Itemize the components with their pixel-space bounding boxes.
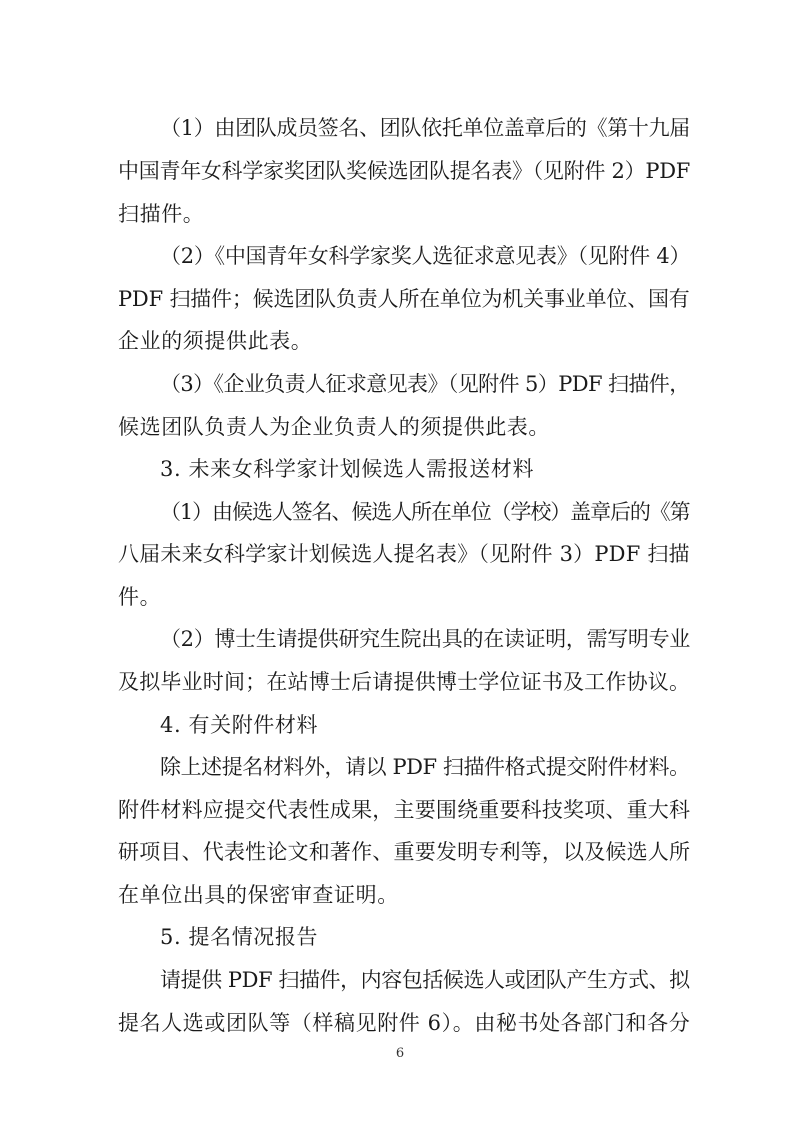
page-number: 6 [395,1046,405,1061]
text-line: （2）《中国青年女科学家奖人选征求意见表》（见附件 4） [160,244,691,268]
text-line: 候选团队负责人为企业负责人的须提供此表。 [118,415,550,439]
text-line: （2）博士生请提供研究生院出具的在读证明，需写明专业 [160,627,690,651]
text-line: （1）由团队成员签名、团队依托单位盖章后的《第十九届 [160,116,690,140]
text-line: 扫描件。 [118,202,205,226]
text-line: 中国青年女科学家奖团队奖候选团队提名表》（见附件 2）PDF [118,159,691,183]
text-line: 及拟毕业时间；在站博士后请提供博士学位证书及工作协议。 [118,670,691,694]
text-line: 在单位出具的保密审查证明。 [118,883,399,907]
text-line: 八届未来女科学家计划候选人提名表》（见附件 3）PDF 扫描 [118,542,690,566]
text-line: 企业的须提供此表。 [118,329,313,353]
text-line: PDF 扫描件；候选团队负责人所在单位为机关事业单位、国有 [118,287,690,311]
text-line: 件。 [118,585,162,609]
text-line: 请提供 PDF 扫描件，内容包括候选人或团队产生方式、拟 [160,968,690,992]
text-line: （3）《企业负责人征求意见表》（见附件 5）PDF 扫描件， [160,372,690,396]
section-heading: 4. 有关附件材料 [160,713,319,737]
text-line: 附件材料应提交代表性成果，主要围绕重要科技奖项、重大科 [118,798,691,822]
text-line: 研项目、代表性论文和著作、重要发明专利等，以及候选人所 [118,840,691,864]
text-line: 提名人选或团队等（样稿见附件 6）。由秘书处各部门和各分 [118,1011,691,1035]
text-line: （1）由候选人签名、候选人所在单位（学校）盖章后的《第 [160,500,690,524]
section-heading: 5. 提名情况报告 [160,925,319,949]
section-heading: 3. 未来女科学家计划候选人需报送材料 [160,457,535,481]
text-line: 除上述提名材料外，请以 PDF 扫描件格式提交附件材料。 [160,755,690,779]
